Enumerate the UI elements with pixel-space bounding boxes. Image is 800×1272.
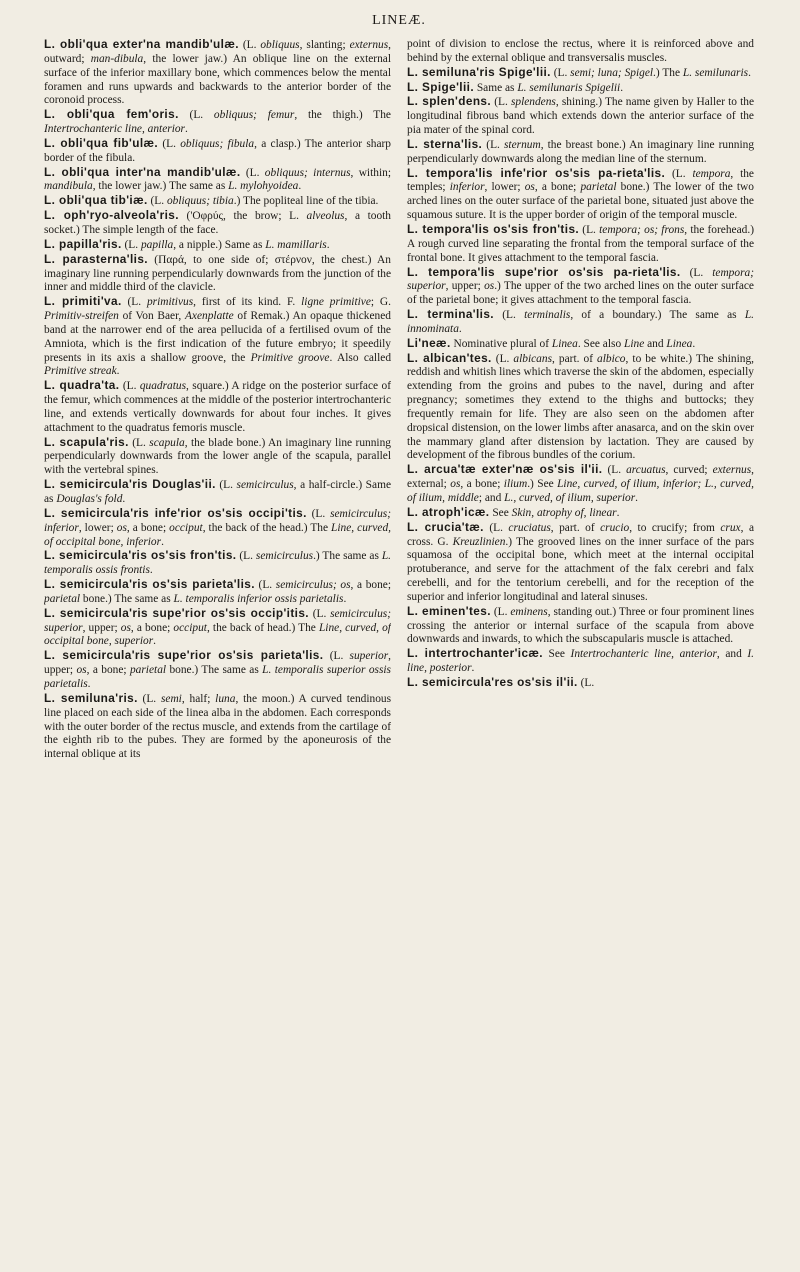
entry-headword: L. tempora'lis infe'rior os'sis pa-rieta'lis. <box>407 165 666 180</box>
entry-headword: L. semiluna'ris. <box>44 690 138 705</box>
dictionary-entry <box>44 436 391 479</box>
dictionary-entry <box>407 66 754 81</box>
dictionary-entry <box>407 337 754 352</box>
dictionary-entry <box>407 138 754 167</box>
entry-headword: L. obli'qua fib'ulæ. <box>44 135 159 150</box>
entry-headword: L. sterna'lis. <box>407 136 483 151</box>
entry-headword: L. semicircula'ris infe'rior os'sis occipi'tis. <box>44 505 307 520</box>
entry-headword: L. parasterna'lis. <box>44 251 148 266</box>
entry-definition: See Intertrochanteric line, anterior, and I. line, posterior. <box>407 648 754 675</box>
entry-definition: (L. quadratus, square.) A ridge on the posterior surface of the femur, which commences at the middle of the posterior intertrochanteric line, and extends vertically downwards for about four inches. It gives attachment to the quadratus femoris muscle. <box>44 380 391 434</box>
entry-headword: L. tempora'lis supe'rior os'sis pa-rieta'lis. <box>407 264 681 279</box>
entry-headword: L. Spige'lii. <box>407 79 474 94</box>
entry-headword: L. crucia'tæ. <box>407 519 484 534</box>
dictionary-entry <box>44 607 391 650</box>
dictionary-entry <box>44 507 391 550</box>
entry-definition: (L. tempora; superior, upper; os.) The upper of the two arched lines on the outer surface of the parietal bone; it gives attachment to the temporal fascia. <box>407 266 754 307</box>
entry-definition: (L. obliquus, slanting; externus, outward; man-dibula, the lower jaw.) An oblique line on the external surface of the inferior maxillary bone, which commences below the mental foramen and runs upwards and backwards to the anterior border of the coronoid process. <box>44 39 391 107</box>
entry-headword: L. splen'dens. <box>407 94 492 109</box>
entry-definition: Same as L. semilunaris Spigelii. <box>474 81 624 94</box>
entry-definition: (L. semicirculus, a half-circle.) Same as Douglas's fold. <box>44 479 391 505</box>
dictionary-entry <box>407 676 754 691</box>
entry-definition: (L. semicirculus; inferior, lower; os, a bone; occiput, the back of the head.) The Line, curved, of occipital bone, inferior. <box>44 507 391 548</box>
dictionary-entry <box>407 605 754 648</box>
dictionary-entry <box>407 223 754 266</box>
dictionary-entry <box>44 692 391 762</box>
entry-definition: (L. obliquus; internus, within; mandibula, the lower jaw.) The same as L. mylohyoidea. <box>44 166 391 193</box>
entry-definition: (L. cruciatus, part. of crucio, to crucify; from crux, a cross. G. Kreuzlinien.) The grooved lines on the inner surface of the pars squamosa of the occipital bone, which meet at the internal occipital protuberance, and serve for the attachment of the falx cerebri and falx cerebelli, and for the tentorium cerebelli, and for the reception of the superior and inferior longitudinal and lateral sinuses. <box>407 521 754 603</box>
dictionary-entry <box>44 38 391 108</box>
entry-definition: (L. obliquus; tibia.) The popliteal line of the tibia. <box>147 195 379 208</box>
dictionary-entry <box>44 578 391 607</box>
entry-definition: (L. <box>577 676 595 689</box>
dictionary-entry <box>407 38 754 66</box>
entry-definition: (Παρά, to one side of; στέρνον, the chest.) An imaginary line running perpendicularly downwards from the junction of the inner and middle third of the clavicle. <box>44 253 391 294</box>
dictionary-entry <box>44 295 391 379</box>
dictionary-entry <box>407 308 754 337</box>
entry-definition: (L. tempora; os; frons, the forehead.) A rough curved line separating the frontal from the temporal surface of the frontal bone. It gives attachment to the temporal fascia. <box>407 223 754 264</box>
dictionary-entry <box>44 549 391 578</box>
entry-headword: L. termina'lis. <box>407 307 494 322</box>
dictionary-entry <box>407 521 754 605</box>
dictionary-entry <box>44 238 391 253</box>
entry-headword: L. obli'qua fem'oris. <box>44 107 179 122</box>
entry-definition: (L. obliquus; fibula, a clasp.) The anterior sharp border of the fibula. <box>44 137 391 164</box>
entry-headword: L. albican'tes. <box>407 350 492 365</box>
dictionary-entry <box>44 379 391 435</box>
dictionary-entry <box>44 478 391 507</box>
entry-definition: (L. primitivus, first of its kind. F. ligne primitive; G. Primitiv-streifen of Von Baer, Axenplatte of Remak.) An opaque thickened band at the narrower end of the area pellucida of a fertilised ovum of the Amniota, which is the first indication of the future embryo; it speedily presents in its axis a shallow groove, the Primitive groove. Also called Primitive streak. <box>44 296 391 378</box>
entry-definition: point of division to enclose the rectus, where it is reinforced above and behind by the external oblique and transversalis muscles. <box>407 38 754 64</box>
entry-definition: (L. semicirculus; os, a bone; parietal bone.) The same as L. temporalis inferior ossis parietalis. <box>44 579 391 605</box>
entry-definition: (L. scapula, the blade bone.) An imaginary line running perpendicularly downwards from the lower angle of the scapula, parallel with the vertebral spines. <box>44 436 391 477</box>
entry-definition: (L. superior, upper; os, a bone; parietal bone.) The same as L. temporalis superior ossis parietalis. <box>44 650 391 690</box>
dictionary-entry <box>407 266 754 309</box>
entry-headword: L. obli'qua exter'na mandib'ulæ. <box>44 38 239 51</box>
dictionary-entry <box>44 649 391 692</box>
dictionary-entry <box>407 506 754 521</box>
entry-definition: (L. sternum, the breast bone.) An imaginary line running perpendicularly downwards along the median line of the sternum. <box>407 138 754 165</box>
entry-headword: L. semicircula'ris os'sis parieta'lis. <box>44 577 255 592</box>
entry-headword: L. semicircula'ris Douglas'ii. <box>44 477 216 492</box>
entry-definition: Nominative plural of Linea. See also Line and Linea. <box>450 337 696 350</box>
dictionary-entry <box>44 166 391 195</box>
entry-headword: L. semicircula'ris supe'rior os'sis occip'itis. <box>44 605 309 620</box>
entry-definition: ('Oφρύς, the brow; L. alveolus, a tooth socket.) The simple length of the face. <box>44 210 391 236</box>
entry-definition: (L. albicans, part. of albico, to be white.) The shining, reddish and whitish lines which traverse the skin of the abdomen, especially extending from the groins and pubes to the navel, during and after pregnancy; sometimes they extend to the thighs and buttocks; they frequently remain for life. They are also seen on the abdomen after dropsical distension, on the lower limbs after anasarca, and on the skin over the mammary gland after distension by lactation. They are caused by development of the fibrous bundles of the corium. <box>407 352 754 462</box>
dictionary-entry <box>44 209 391 238</box>
column-right <box>407 38 754 1258</box>
entry-definition: (L. arcuatus, curved; externus, external; os, a bone; ilium.) See Line, curved, of ilium, inferior; L., curved, of ilium, middle; and L., curved, of ilium, superior. <box>407 464 754 504</box>
entry-headword: L. semicircula'res os'sis il'ii. <box>407 674 578 689</box>
entry-headword: L. oph'ryo-alveola'ris. <box>44 208 179 223</box>
entry-headword: L. papilla'ris. <box>44 236 122 251</box>
entry-headword: L. obli'qua inter'na mandib'ulæ. <box>44 164 241 179</box>
entry-headword: L. eminen'tes. <box>407 603 491 618</box>
dictionary-entry <box>407 463 754 506</box>
entry-headword: L. intertrochanter'icæ. <box>407 646 543 661</box>
entry-definition: (L. semi, half; luna, the moon.) A curved tendinous line placed on each side of the linea alba in the abdomen. Each corresponds with the outer border of the rectus muscle, and extends from the cartilage of the eighth rib to the pubes. They are formed by the aponeurosis of the internal oblique at its <box>44 692 391 761</box>
dictionary-entry <box>44 253 391 296</box>
entry-definition: (L. terminalis, of a boundary.) The same as L. innominata. <box>407 309 754 335</box>
entry-definition: See Skin, atrophy of, linear. <box>489 506 620 519</box>
entry-definition: (L. obliquus; femur, the thigh.) The Intertrochanteric line, anterior. <box>44 109 391 136</box>
entry-definition: (L. semi; luna; Spigel.) The L. semilunaris. <box>550 66 751 79</box>
entry-headword: L. tempora'lis os'sis fron'tis. <box>407 221 580 236</box>
running-head: LINEÆ. <box>372 13 426 28</box>
entry-headword: L. quadra'ta. <box>44 378 120 393</box>
column-left <box>44 38 391 1258</box>
entry-headword: L. semiluna'ris Spige'lii. <box>407 64 551 79</box>
entry-headword: Li'neæ. <box>407 335 451 350</box>
entry-headword: L. semicircula'ris supe'rior os'sis parieta'lis. <box>44 648 324 663</box>
entry-definition: (L. eminens, standing out.) Three or four prominent lines crossing the anterior or internal surface of the scapula from above downwards and inwards, to which the subscapularis muscle is attached. <box>407 605 754 646</box>
entry-definition: (L. splendens, shining.) The name given by Haller to the longitudinal fibrous band which extends down the anterior surface of the pia mater of the spinal cord. <box>407 96 754 137</box>
entry-headword: L. semicircula'ris os'sis fron'tis. <box>44 548 237 563</box>
dictionary-entry <box>407 95 754 138</box>
dictionary-entry <box>407 647 754 676</box>
entry-headword: L. scapula'ris. <box>44 434 129 449</box>
columns <box>44 38 754 1258</box>
entry-headword: L. obli'qua tib'iæ. <box>44 193 148 208</box>
dictionary-entry <box>407 81 754 96</box>
dictionary-entry <box>407 352 754 464</box>
entry-headword: L. primiti'va. <box>44 294 122 309</box>
entry-headword: L. atroph'icæ. <box>407 504 490 519</box>
entry-headword: L. arcua'tæ exter'næ os'sis il'ii. <box>407 462 603 477</box>
dictionary-entry <box>407 167 754 223</box>
entry-definition: (L. semicirculus.) The same as L. temporalis ossis frontis. <box>44 550 391 577</box>
dictionary-entry <box>44 194 391 209</box>
dictionary-entry <box>44 137 391 166</box>
dictionary-entry <box>44 108 391 137</box>
entry-definition: (L. semicirculus; superior, upper; os, a bone; occiput, the back of head.) The Line, curved, of occipital bone, superior. <box>44 607 391 648</box>
entry-definition: (L. papilla, a nipple.) Same as L. mamillaris. <box>121 238 330 251</box>
entry-definition: (L. tempora, the temples; inferior, lower; os, a bone; parietal bone.) The lower of the two arched lines on the outer surface of the parietal bone, situated just above the squamous suture. It is the upper border of origin of the temporal muscle. <box>407 167 754 222</box>
